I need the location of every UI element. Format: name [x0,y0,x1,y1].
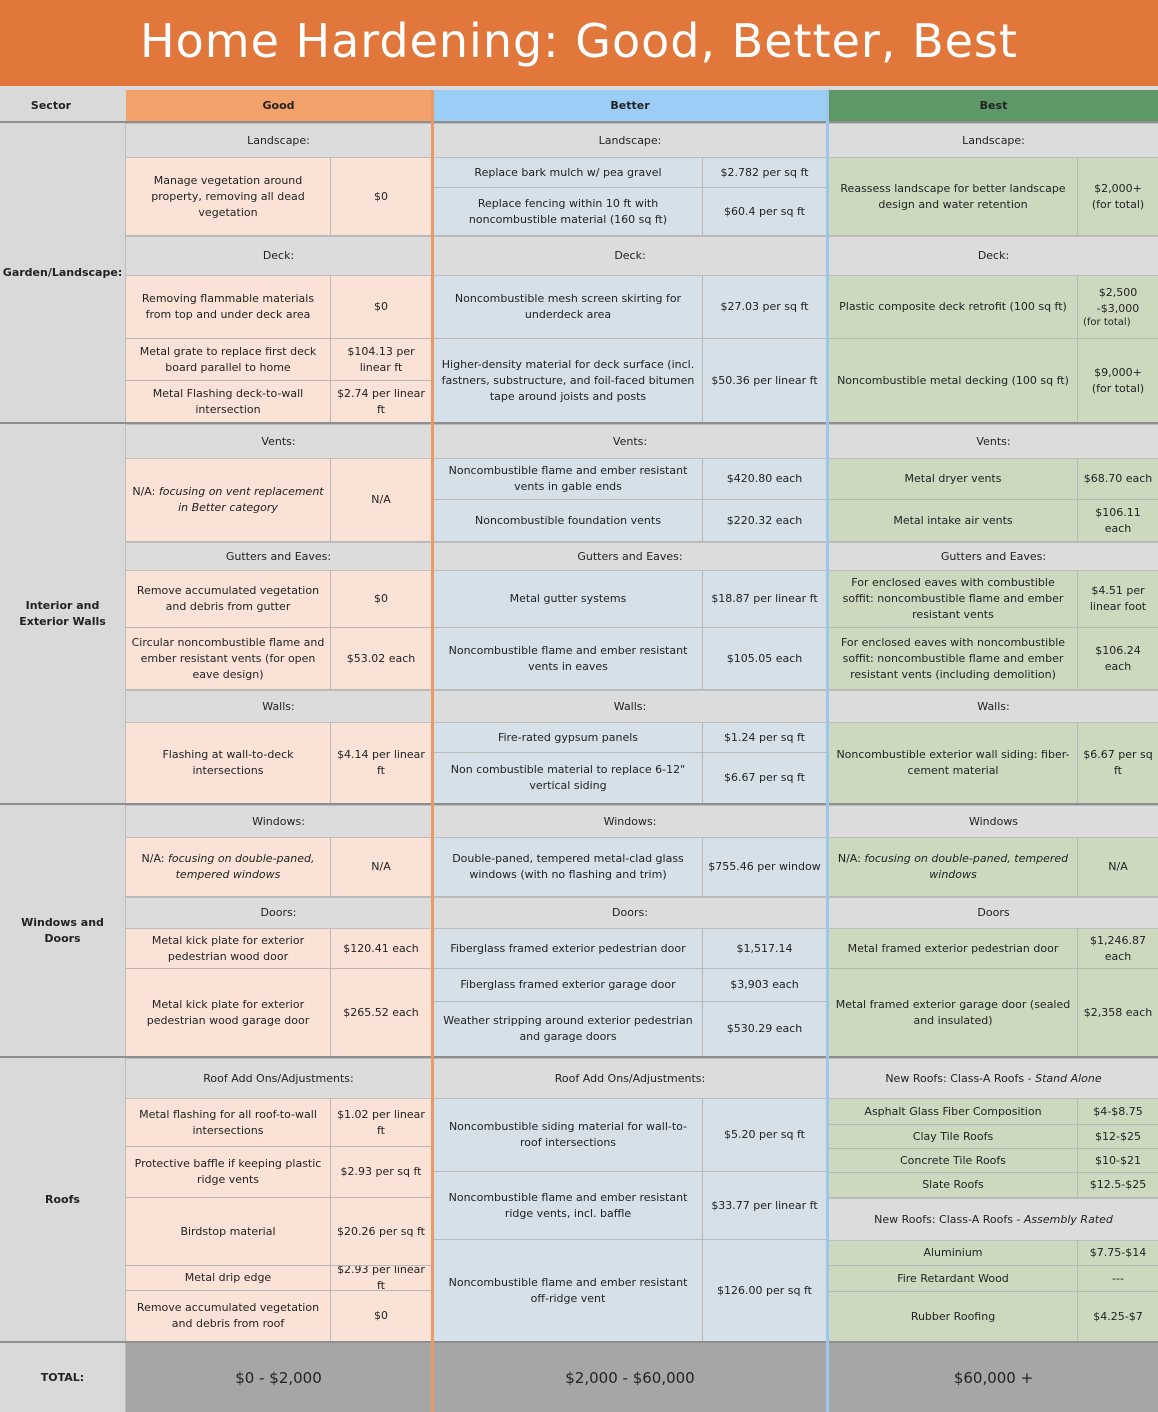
subheader-walls: Walls: [829,690,1158,723]
item-text: Flashing at wall-to-deck intersections [126,723,331,803]
item-text: Noncombustible metal decking (100 sq ft) [829,339,1078,422]
header-spacer [102,90,126,122]
sector-windows-doors: Windows and Doors [0,805,126,1056]
subheader-vents: Vents: [434,424,826,459]
item-cost: $4-$8.75 [1078,1099,1158,1125]
page-title: Home Hardening: Good, Better, Best [0,0,1158,86]
item-cost: $1,517.14 [703,929,826,969]
item-cost: $530.29 each [703,1002,826,1056]
subheader-windows: Windows: [434,805,826,838]
subheader-gutters: Gutters and Eaves: [126,542,431,571]
item-cost: $7.75-$14 [1078,1241,1158,1266]
item-cost: $0 [331,158,431,236]
item-text: Clay Tile Roofs [829,1125,1078,1149]
subheader-prefix: New Roofs: Class-A Roofs - [874,1212,1024,1226]
item-text: Noncombustible exterior wall siding: fiber-cement material [829,723,1078,803]
subheader-landscape: Landscape: [434,123,826,158]
item-cost: $20.26 per sq ft [331,1198,431,1266]
item-cost: $220.32 each [703,500,826,542]
item-text: For enclosed eaves with noncombustible soffit: noncombustible flame and ember resistant vents (including demolition) [829,628,1078,690]
item-text: Noncombustible foundation vents [434,500,703,542]
item-cost: $6.67 per sq ft [703,753,826,803]
item-text-emphasis: focusing on double-paned, tempered windows [168,852,315,881]
item-text: Noncombustible siding material for wall-to-roof intersections [434,1099,703,1172]
item-text: Replace fencing within 10 ft with noncombustible material (160 sq ft) [434,188,703,236]
better-column-border [826,90,829,1412]
item-text-prefix: N/A: [837,852,865,865]
subheader-vents: Vents: [829,424,1158,459]
item-cost: $0 [331,276,431,339]
header-best: Best [829,90,1158,122]
item-text: Fiberglass framed exterior pedestrian door [434,929,703,969]
item-text-emphasis: focusing on double-paned, tempered windows [864,852,1069,881]
item-cost: --- [1078,1266,1158,1292]
item-cost: N/A [1078,838,1158,897]
item-cost-note: (for total) [1083,317,1131,328]
item-text [126,838,331,897]
item-text: Noncombustible flame and ember resistant off-ridge vent [434,1240,703,1341]
subheader-emphasis: Stand Alone [1035,1071,1102,1085]
item-text: For enclosed eaves with combustible soffit: noncombustible flame and ember resistant vents [829,571,1078,628]
item-text: Concrete Tile Roofs [829,1149,1078,1173]
item-cost: $2,000+ (for total) [1078,158,1158,236]
item-text: Noncombustible flame and ember resistant ridge vents, incl. baffle [434,1172,703,1240]
item-text [829,838,1078,897]
item-text: Metal framed exterior pedestrian door [829,929,1078,969]
item-text: Fiberglass framed exterior garage door [434,969,703,1002]
item-text: Remove accumulated vegetation and debris from gutter [126,571,331,628]
item-text: Metal flashing for all roof-to-wall intersections [126,1099,331,1147]
item-text: Reassess landscape for better landscape design and water retention [829,158,1078,236]
subheader-windows: Windows: [126,805,431,838]
item-cost: N/A [331,838,431,897]
item-cost: $9,000+ (for total) [1078,339,1158,422]
item-text: Metal kick plate for exterior pedestrian wood door [126,929,331,969]
item-cost: $27.03 per sq ft [703,276,826,339]
subheader-deck: Deck: [829,236,1158,276]
subheader-landscape: Landscape: [829,123,1158,158]
item-cost: $50.36 per linear ft [703,339,826,422]
item-text: Aluminium [829,1241,1078,1266]
item-text: Replace bark mulch w/ pea gravel [434,158,703,188]
item-cost: $53.02 each [331,628,431,690]
item-cost: $2.93 per linear ft [331,1266,431,1291]
subheader-new-roofs-standalone [829,1058,1158,1099]
item-text: Metal gutter systems [434,571,703,628]
item-text: Manage vegetation around property, removing all dead vegetation [126,158,331,236]
total-best: $60,000 + [829,1343,1158,1412]
item-text: Metal grate to replace first deck board parallel to home [126,339,331,381]
subheader-doors: Doors: [434,897,826,929]
item-text: Metal dryer vents [829,459,1078,500]
subheader-roof-addons: Roof Add Ons/Adjustments: [434,1058,826,1099]
item-text: Weather stripping around exterior pedestrian and garage doors [434,1002,703,1056]
item-cost: $18.87 per linear ft [703,571,826,628]
item-cost: $120.41 each [331,929,431,969]
item-text: Noncombustible flame and ember resistant vents in gable ends [434,459,703,500]
header-good: Good [126,90,431,122]
item-text: Fire Retardant Wood [829,1266,1078,1292]
item-text: Double-paned, tempered metal-clad glass windows (with no flashing and trim) [434,838,703,897]
item-cost: $105.05 each [703,628,826,690]
item-cost: $1,246.87 each [1078,929,1158,969]
subheader-deck: Deck: [434,236,826,276]
item-text: Plastic composite deck retrofit (100 sq ft) [829,276,1078,339]
item-text: Non combustible material to replace 6-12" vertical siding [434,753,703,803]
item-cost: $126.00 per sq ft [703,1240,826,1341]
subheader-new-roofs-assembly [829,1198,1158,1241]
item-text: Rubber Roofing [829,1292,1078,1341]
item-cost [1078,276,1158,339]
item-text: Asphalt Glass Fiber Composition [829,1099,1078,1125]
item-cost: $420.80 each [703,459,826,500]
item-cost: $6.67 per sq ft [1078,723,1158,803]
item-cost: $0 [331,571,431,628]
good-column-border [431,90,434,1412]
item-cost: $4.51 per linear foot [1078,571,1158,628]
item-cost: $12.5-$25 [1078,1173,1158,1198]
sector-garden: Garden/Landscape: [0,123,126,422]
item-cost: $33.77 per linear ft [703,1172,826,1240]
subheader-gutters: Gutters and Eaves: [434,542,826,571]
item-text: Metal kick plate for exterior pedestrian wood garage door [126,969,331,1056]
sector-total: TOTAL: [0,1343,126,1412]
item-cost: $4.14 per linear ft [331,723,431,803]
item-cost: $0 [331,1291,431,1341]
subheader-doors: Doors: [126,897,431,929]
item-text [126,459,331,542]
item-cost: $2.74 per linear ft [331,381,431,422]
subheader-prefix: New Roofs: Class-A Roofs - [885,1071,1036,1085]
subheader-windows: Windows [829,805,1158,838]
item-text: Slate Roofs [829,1173,1078,1198]
item-text: Removing flammable materials from top and under deck area [126,276,331,339]
header-sector: Sector [0,90,102,122]
item-text: Metal drip edge [126,1266,331,1291]
subheader-walls: Walls: [126,690,431,723]
item-text: Protective baffle if keeping plastic ridge vents [126,1147,331,1198]
item-cost: $1.02 per linear ft [331,1099,431,1147]
item-cost: N/A [331,459,431,542]
total-good: $0 - $2,000 [126,1343,431,1412]
item-cost: $68.70 each [1078,459,1158,500]
item-text: Birdstop material [126,1198,331,1266]
subheader-walls: Walls: [434,690,826,723]
item-text-prefix: N/A: [141,852,168,865]
item-text: Metal intake air vents [829,500,1078,542]
item-cost: $4.25-$7 [1078,1292,1158,1341]
item-text: Remove accumulated vegetation and debris from roof [126,1291,331,1341]
item-cost: $12-$25 [1078,1125,1158,1149]
subheader-vents: Vents: [126,424,431,459]
subheader-gutters: Gutters and Eaves: [829,542,1158,571]
item-cost: $1.24 per sq ft [703,723,826,753]
item-text-emphasis: focusing on vent replacement in Better category [158,485,324,514]
subheader-deck: Deck: [126,236,431,276]
item-cost: $3,903 each [703,969,826,1002]
item-text: Higher-density material for deck surface (incl. fastners, substructure, and foil-faced bitumen tape around joists and posts [434,339,703,422]
sector-walls: Interior and Exterior Walls [0,424,126,803]
subheader-landscape: Landscape: [126,123,431,158]
subheader-doors: Doors [829,897,1158,929]
item-text-prefix: N/A: [132,485,159,498]
sector-roofs: Roofs [0,1058,126,1341]
item-text: Noncombustible flame and ember resistant vents in eaves [434,628,703,690]
item-cost: $10-$21 [1078,1149,1158,1173]
item-cost: $5.20 per sq ft [703,1099,826,1172]
item-text: Metal framed exterior garage door (sealed and insulated) [829,969,1078,1056]
item-cost: $60.4 per sq ft [703,188,826,236]
item-cost: $2,358 each [1078,969,1158,1056]
item-cost-value: $2,500 -$3,000 [1096,286,1140,315]
total-better: $2,000 - $60,000 [434,1343,826,1412]
item-cost: $2.93 per sq ft [331,1147,431,1198]
subheader-emphasis: Assembly Rated [1023,1212,1113,1226]
item-cost: $106.11 each [1078,500,1158,542]
item-cost: $755.46 per window [703,838,826,897]
subheader-roof-addons: Roof Add Ons/Adjustments: [126,1058,431,1099]
item-cost: $104.13 per linear ft [331,339,431,381]
item-cost: $106.24 each [1078,628,1158,690]
item-text: Circular noncombustible flame and ember resistant vents (for open eave design) [126,628,331,690]
item-cost: $265.52 each [331,969,431,1056]
item-text: Metal Flashing deck-to-wall intersection [126,381,331,422]
item-text: Fire-rated gypsum panels [434,723,703,753]
item-cost: $2.782 per sq ft [703,158,826,188]
header-better: Better [434,90,826,122]
item-text: Noncombustible mesh screen skirting for underdeck area [434,276,703,339]
